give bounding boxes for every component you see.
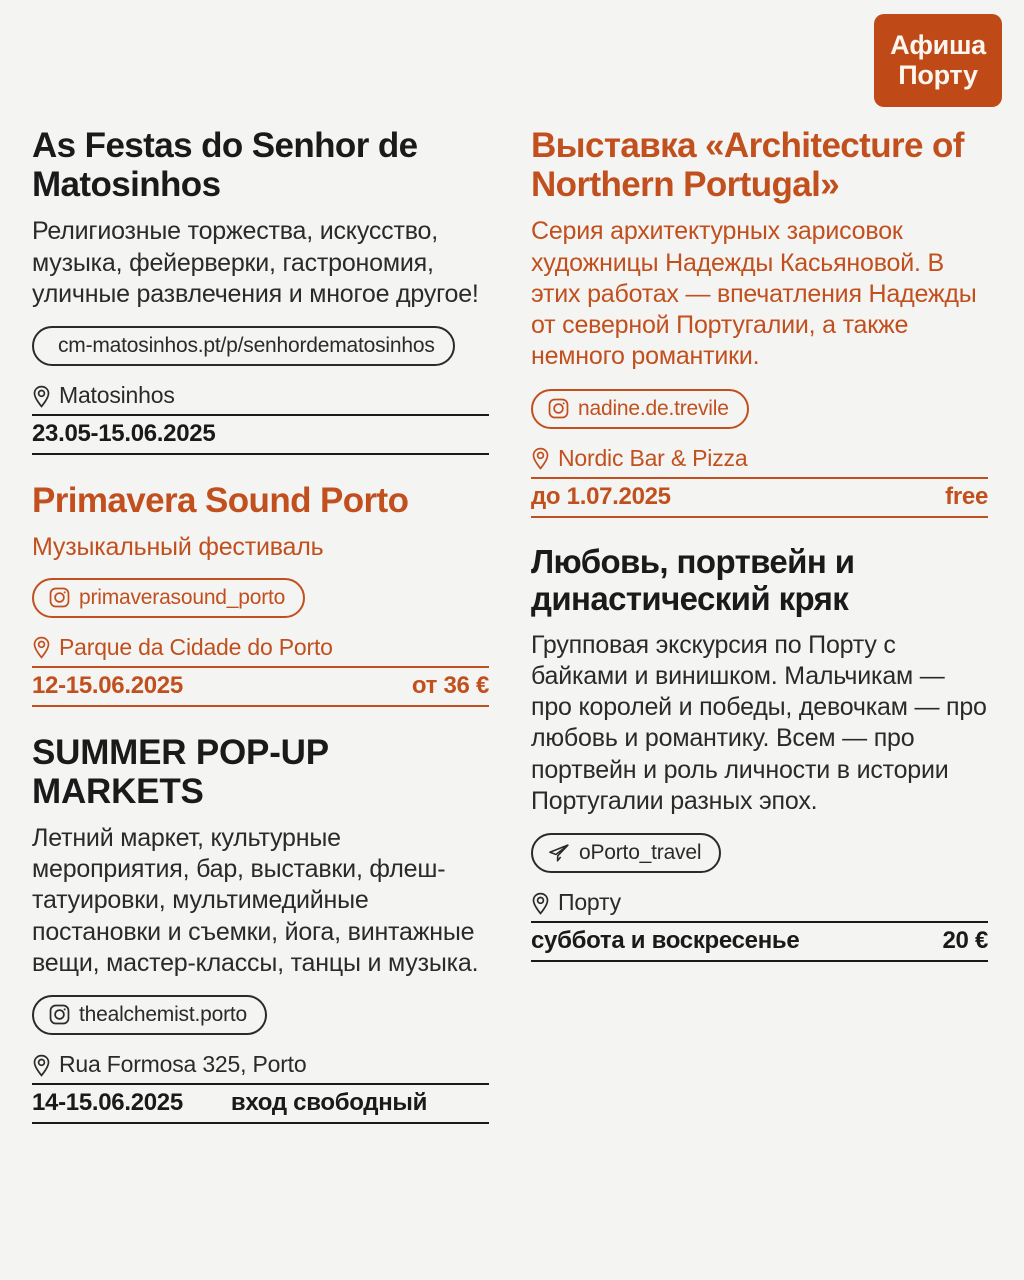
- event-telegram-pill[interactable]: [531, 833, 721, 873]
- event-title: Primavera Sound Porto: [32, 481, 409, 521]
- event-instagram-pill[interactable]: [32, 995, 267, 1035]
- event-title: SUMMER POP-UP MARKETS: [32, 732, 329, 811]
- event-price: free: [945, 482, 988, 510]
- event-title: Любовь, портвейн и династический кряк: [531, 542, 855, 617]
- location-label: Nordic Bar & Pizza: [558, 444, 748, 471]
- event-location: [32, 1051, 489, 1078]
- telegram-icon: [548, 843, 570, 863]
- event-title: Выставка «Architecture of Northern Portugal»: [531, 126, 964, 205]
- event-location: [531, 445, 988, 472]
- brand-badge: [874, 14, 1002, 107]
- location-label: Matosinhos: [59, 382, 175, 409]
- event-location: [32, 634, 489, 661]
- map-pin-icon: [531, 446, 550, 470]
- instagram-icon: [49, 587, 70, 608]
- map-pin-icon: [531, 891, 550, 915]
- event-meta: [32, 414, 489, 455]
- pill-label: oPorto_travel: [579, 841, 702, 865]
- column-left: [32, 126, 489, 1150]
- map-pin-icon: [32, 384, 51, 408]
- event-instagram-pill[interactable]: [531, 389, 749, 429]
- event-date: 12-15.06.2025: [32, 671, 183, 699]
- event-location: [32, 382, 489, 409]
- event-meta: [531, 477, 988, 518]
- event-date: 14-15.06.2025: [32, 1089, 183, 1117]
- event-meta: [32, 1083, 489, 1124]
- event-price: вход свободный: [230, 1089, 428, 1117]
- event-meta: [32, 666, 489, 707]
- event-instagram-pill[interactable]: [32, 578, 305, 618]
- event-date: до 1.07.2025: [531, 482, 671, 510]
- event-title: As Festas do Senhor de Matosinhos: [32, 126, 418, 205]
- pill-label: primaverasound_porto: [79, 585, 286, 609]
- event-card-festas[interactable]: [32, 126, 489, 455]
- event-link-pill[interactable]: [32, 326, 455, 366]
- event-description: Музыкальный фестиваль: [32, 533, 324, 562]
- event-card-tour[interactable]: [531, 544, 988, 962]
- map-pin-icon: [32, 635, 51, 659]
- pill-label: cm-matosinhos.pt/p/senhordematosinhos: [58, 334, 435, 358]
- event-date: 23.05-15.06.2025: [32, 420, 216, 448]
- pill-label: nadine.de.trevile: [578, 396, 729, 420]
- pill-label: thealchemist.porto: [79, 1003, 247, 1027]
- brand-line-1: Афиша: [890, 30, 986, 61]
- event-card-popup-markets[interactable]: [32, 733, 489, 1125]
- column-right: [531, 126, 988, 1150]
- event-price: 20 €: [942, 927, 988, 955]
- event-description: Летний маркет, культурные мероприятия, бар, выставки, флеш-татуировки, мультимедийные постановки и съемки, йога, винтажные вещи, мастер-классы, танцы и музыка.: [32, 823, 479, 977]
- instagram-icon: [548, 398, 569, 419]
- event-location: [531, 889, 988, 916]
- brand-line-2: Порту: [898, 59, 978, 90]
- event-price: от 36 €: [411, 671, 489, 699]
- location-label: Rua Formosa 325, Porto: [59, 1051, 307, 1078]
- event-description: Групповая экскурсия по Порту с байками и винишком. Мальчикам — про королей и победы, девочкам — про любовь и романтику. Всем — про портвейн и роль личности в истории Португалии разных эпох.: [531, 630, 987, 815]
- event-meta: [531, 921, 988, 962]
- event-description: Религиозные торжества, искусство, музыка, фейерверки, гастрономия, уличные развлечения и многое другое!: [32, 217, 479, 308]
- location-label: Порту: [558, 889, 621, 916]
- event-date: суббота и воскресенье: [531, 927, 800, 955]
- event-card-primavera[interactable]: [32, 481, 489, 706]
- instagram-icon: [49, 1004, 70, 1025]
- event-description: Серия архитектурных зарисовок художницы Надежды Касьяновой. В этих работах — впечатления Надежды от северной Португалии, а также немного романтики.: [531, 217, 977, 371]
- location-label: Parque da Cidade do Porto: [59, 633, 333, 660]
- map-pin-icon: [32, 1053, 51, 1077]
- event-card-exhibition[interactable]: [531, 126, 988, 518]
